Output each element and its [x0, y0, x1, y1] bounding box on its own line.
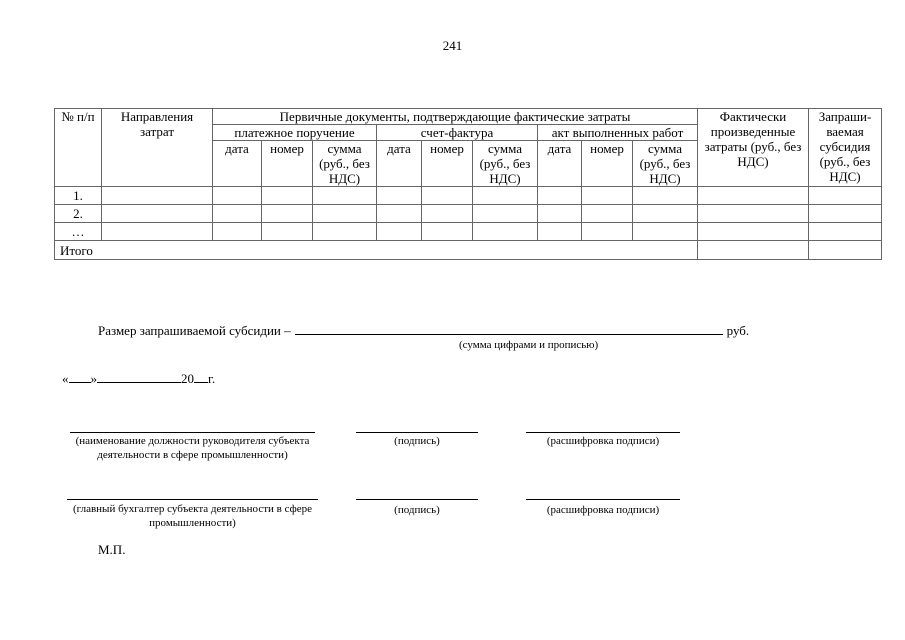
stamp-label: М.П. — [98, 542, 126, 557]
year-suffix: г. — [208, 371, 216, 386]
header-actual-costs: Фактически произведенные затраты (руб., без НДС) — [698, 109, 809, 187]
open-quote: « — [62, 371, 69, 386]
subsidy-amount-blank — [295, 322, 723, 335]
total-label: Итого — [55, 241, 698, 260]
table-row — [55, 223, 882, 241]
signature-line — [356, 499, 478, 500]
header-number: номер — [582, 141, 633, 187]
page-number: 241 — [442, 38, 463, 53]
subsidy-label: Размер запрашиваемой субсидии – — [98, 323, 291, 338]
header-invoice: счет-фактура — [377, 125, 538, 141]
header-sum: сумма (руб., без НДС) — [473, 141, 538, 187]
header-primary-docs: Первичные документы, подтверждающие фактические затраты — [213, 109, 698, 125]
decode-line — [526, 432, 680, 433]
header-payment-order: платежное поручение — [213, 125, 377, 141]
signature-caption: (подпись) — [394, 504, 440, 516]
table-row — [55, 205, 882, 223]
header-requested-subsidy: Запраши-ваемая субсидия (руб., без НДС) — [809, 109, 882, 187]
total-row — [55, 241, 882, 260]
close-quote: » — [90, 371, 97, 386]
decode-line — [526, 499, 680, 500]
header-sum: сумма (руб., без НДС) — [313, 141, 377, 187]
header-sum: сумма (руб., без НДС) — [633, 141, 698, 187]
decode-caption: (расшифровка подписи) — [546, 504, 660, 516]
decode-caption: (расшифровка подписи) — [546, 435, 660, 447]
header-date: дата — [213, 141, 262, 187]
position-line — [70, 432, 315, 433]
year-blank — [194, 370, 208, 383]
row-number: 2. — [55, 205, 102, 223]
day-blank — [69, 370, 91, 383]
signature-caption: (подпись) — [394, 435, 440, 447]
header-number: номер — [262, 141, 313, 187]
position-caption: (наименование должности руководителя субъекта деятельности в сфере промышленности) — [75, 435, 310, 461]
header-number: номер — [422, 141, 473, 187]
header-direction: Направления затрат — [102, 109, 213, 187]
row-number: … — [55, 223, 102, 241]
year-prefix: 20 — [181, 371, 194, 386]
subsidy-line — [98, 322, 749, 339]
header-act: акт выполненных работ — [538, 125, 698, 141]
subsidy-caption: (сумма цифрами и прописью) — [459, 339, 599, 351]
cost-table — [54, 108, 882, 260]
header-num: № п/п — [55, 109, 102, 187]
row-number: 1. — [55, 187, 102, 205]
date-field — [62, 370, 215, 387]
header-date: дата — [377, 141, 422, 187]
header-date: дата — [538, 141, 582, 187]
position-caption: (главный бухгалтер субъекта деятельности в сфере промышленности) — [72, 503, 313, 529]
table-row — [55, 187, 882, 205]
signature-line — [356, 432, 478, 433]
subsidy-unit: руб. — [726, 323, 750, 338]
month-blank — [97, 370, 181, 383]
position-line — [67, 499, 318, 500]
